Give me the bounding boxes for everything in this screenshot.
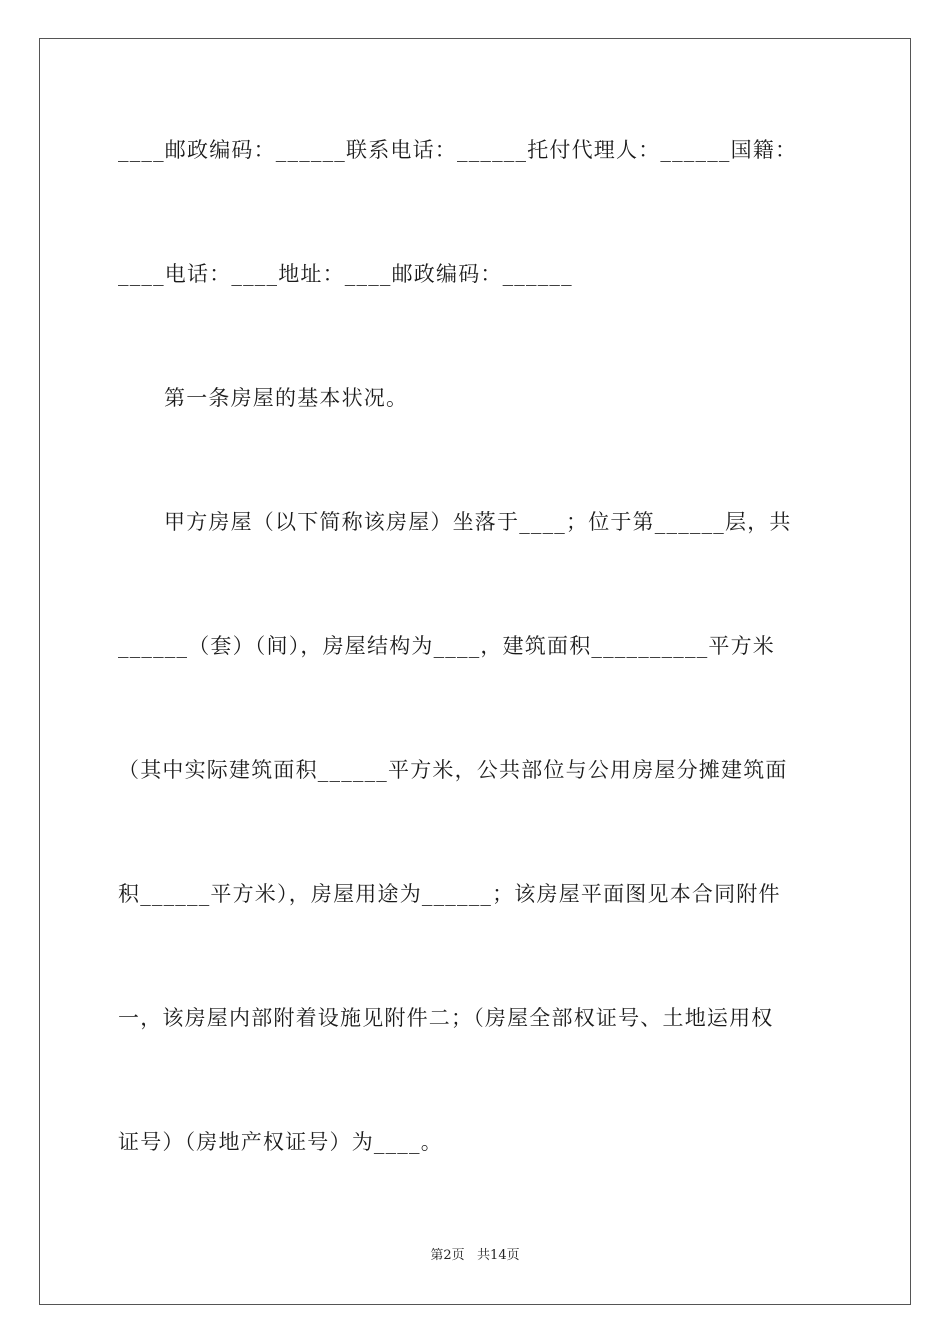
text-line-7: 积______平方米），房屋用途为______；该房屋平面图见本合同附件 — [118, 882, 781, 906]
article-heading: 第一条房屋的基本状况。 — [164, 386, 409, 410]
text-line-8: 一，该房屋内部附着设施见附件二；（房屋全部权证号、土地运用权 — [118, 1006, 774, 1030]
text-line-4: 甲方房屋（以下简称该房屋）坐落于____；位于第______层，共 — [164, 510, 792, 534]
text-line-5: ______（套）（间），房屋结构为____，建筑面积__________平方米 — [118, 634, 775, 658]
text-line-6: （其中实际建筑面积______平方米，公共部位与公用房屋分摊建筑面 — [118, 758, 788, 782]
page-border — [39, 38, 911, 1305]
text-line-2: ____电话：____地址：____邮政编码：______ — [118, 262, 573, 286]
text-line-9: 证号）（房地产权证号）为____。 — [118, 1130, 443, 1154]
page-number-footer: 第2页 共14页 — [430, 1248, 520, 1263]
text-line-1: ____邮政编码：______联系电话：______托付代理人：______国籍： — [118, 138, 798, 162]
